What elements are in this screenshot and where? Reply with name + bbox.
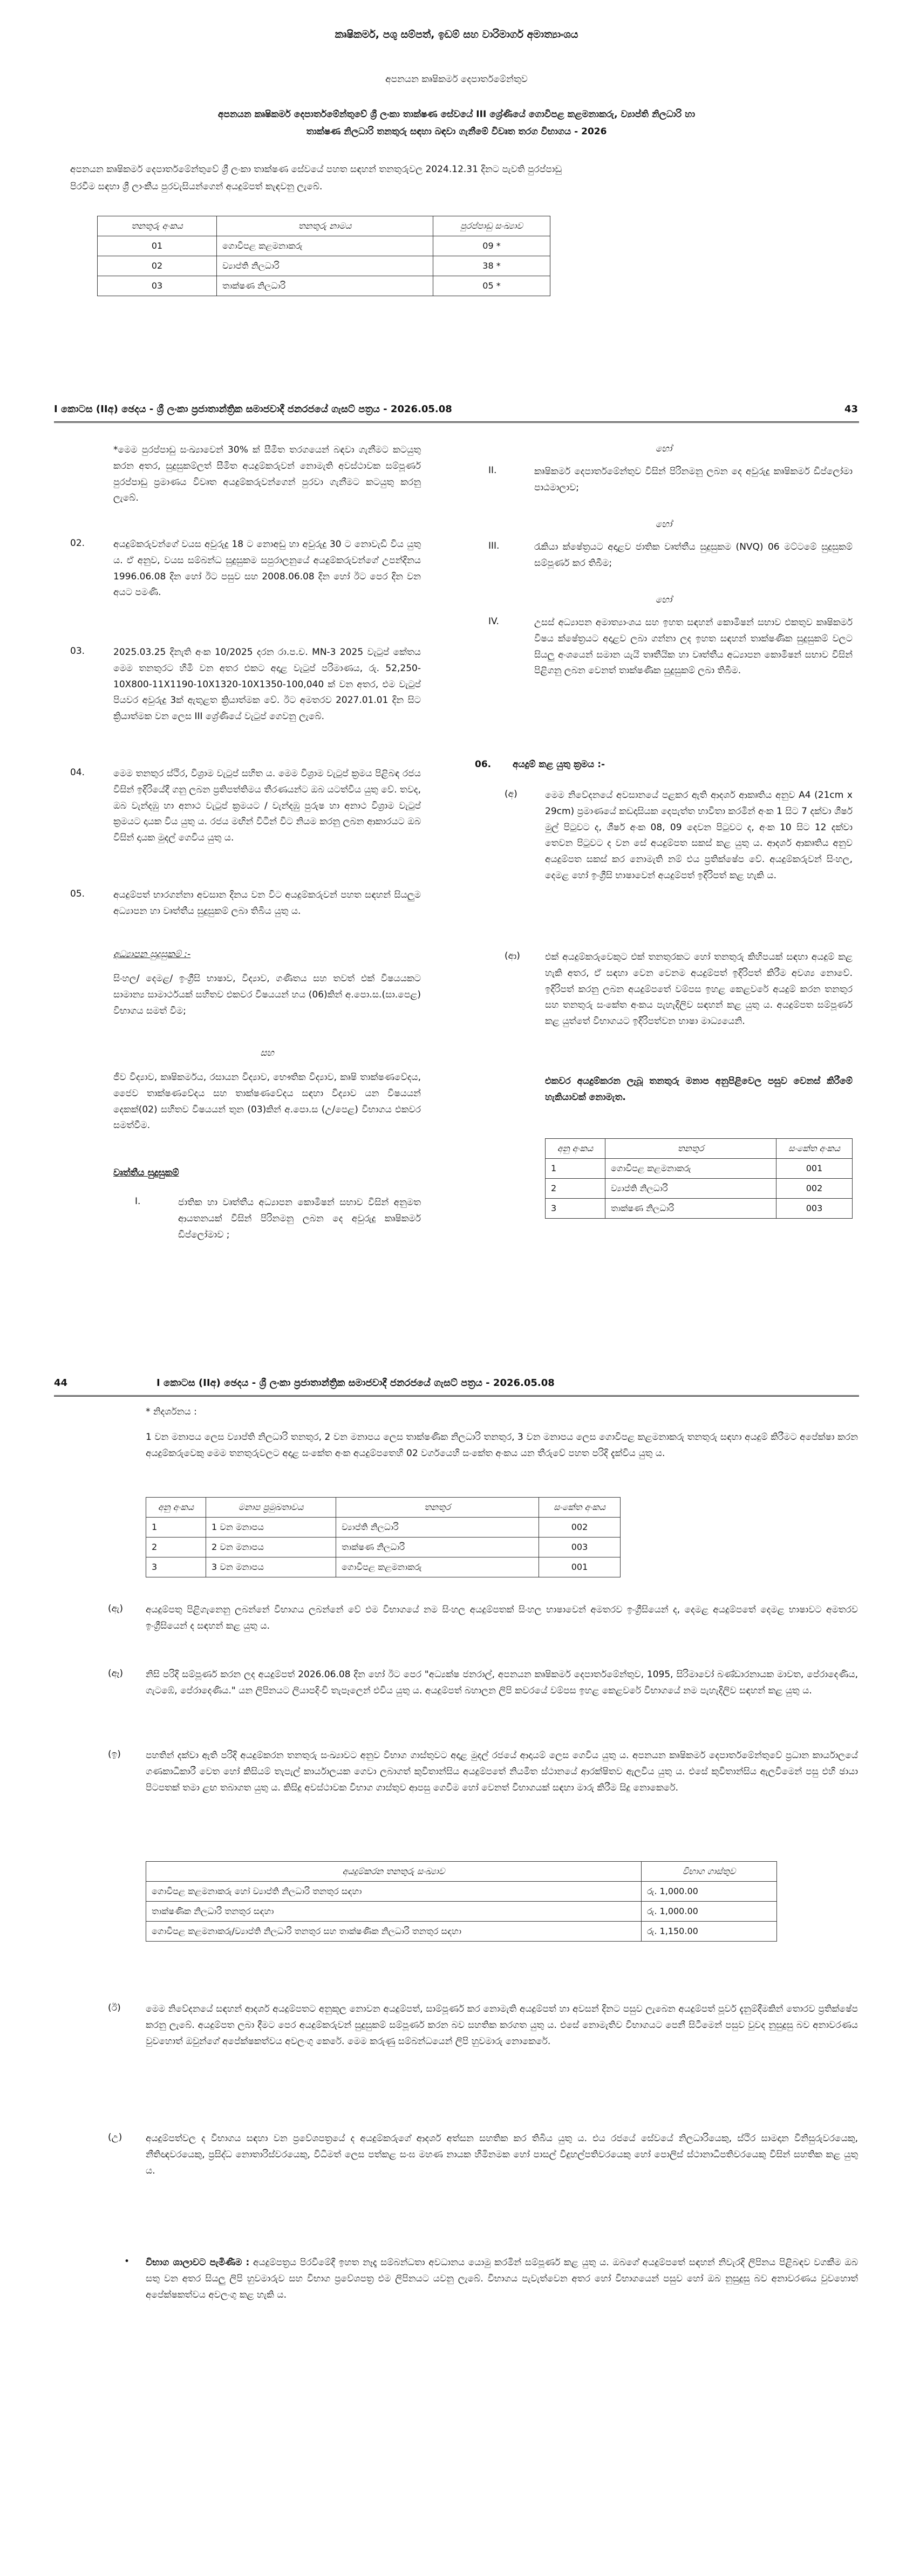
para-04-number: 04. bbox=[70, 767, 85, 778]
para-03-number: 03. bbox=[70, 646, 85, 657]
and-connector: සහ bbox=[260, 1048, 274, 1058]
item-u-text: අයදුම්පත්වල ද විභාගය සඳහා වන ප්‍රවේශපත්‍රයේ ද අයදුම්කරුගේ ආදර්ශ අත්සන සහතික කර තිබිය යුතු ය. එය රජයේ සේවයේ නිලධාරියෙකු, ස්ථිර සාමදාන විනිසුරුවරයෙකු, නීතිඥවරයෙකු, ප්‍රසිද්ධ නොතාරිස්වරයෙකු, විධිමත් ලෙස පත්කළ සංඝ මහණ නායක හිමිනමක හෝ පාසල් විදුහල්පතිවරයෙකු හෝ පොලිස් ස්ථානාධිපතිවරයෙකු විසින් සහතික කළ යුතු ය. bbox=[146, 2133, 858, 2176]
col-vacancies: පුරප්පාඩු සංඛ්‍යාව bbox=[433, 216, 550, 236]
cell: 09 * bbox=[433, 236, 550, 256]
cell: 001 bbox=[539, 1557, 621, 1577]
cell: 003 bbox=[539, 1538, 621, 1557]
edu-qualification-ol: සිංහල/ දෙමළ/ ඉංග්‍රීසි භාෂාව, විද්‍යාව, ගණිතය සහ තවත් එක් විෂයයකට සාමාන්‍ය සාමාර්ථයක් සහිතව එකවර විෂයයන් හය (06)කින් අ.පො.ස.(සා.පෙළ) විභාගය සමත් වීම; bbox=[113, 973, 421, 1016]
page3-header-rule bbox=[54, 1395, 859, 1397]
vacancy-table-header bbox=[98, 216, 550, 236]
cell: 003 bbox=[776, 1199, 853, 1219]
item-aa-bold-note: එකවර අයදුම්කරන ලැබූ තනතුරු මනාප අනුපිළිවෙල පසුව වෙනස් කිරීමේ හැකියාවක් නොමැත. bbox=[545, 1076, 853, 1103]
voc-iv-number: IV. bbox=[488, 616, 499, 627]
edu-qualification-al: ජීව විද්‍යාව, කෘෂිකර්මය, රසායන විද්‍යාව, භෞතික විද්‍යාව, කෘෂි තාක්ෂණවේදය, ජෛව තාක්ෂණවේදය සහ තාක්ෂණවේදය සඳහා විද්‍යාව යන විෂයයන් දෙකක්(02) සහිතව විෂයයන් තුන (03)කින් අ.පො.ස (උ/පෙළ) විභාගය එකවර සමත්වීම. bbox=[113, 1072, 421, 1131]
cell: ව්‍යාප්ති නිලධාරි bbox=[217, 256, 433, 276]
cell: 1 bbox=[546, 1159, 605, 1179]
item-a-text: මෙම නිවේදනයේ අවසානයේ පළකර ඇති ආදර්ශ ආකෘතිය අනුව A4 (21cm x 29cm) ප්‍රමාණයේ කඩදාසියක දෙපැත්ත භාවිතා කරමින් අංක 1 සිට 7 දක්වා ශීර්ෂ මුල් පිටුවට ද, ශීර්ෂ අංක 08, 09 දෙවන පිටුවට ද, අංක 10 සිට 12 දක්වා තෙවන පිටුවට ද වන සේ අයදුම්පත සකස් කළ යුතු ය. ආදර්ශ ආකෘතිය අනුව අයදුම්පත සකස් කර නොමැති නම් එය ප්‍රතික්ෂේප වේ. අයදුම්කරුවන් සිංහල, දෙමළ හෝ ඉංග්‍රීසි භාෂාවෙන් අයදුම්පත් ඉදිරිපත් කළ හැකි ය. bbox=[545, 790, 853, 881]
cell: 1 bbox=[146, 1518, 206, 1538]
cell: 03 bbox=[98, 276, 217, 296]
or-connector-2: හෝ bbox=[655, 519, 672, 530]
col-post-name: තනතුරු නාමය bbox=[217, 216, 433, 236]
cell: 3 bbox=[546, 1199, 605, 1219]
voc-iii-number: III. bbox=[488, 541, 500, 551]
table-row bbox=[146, 1557, 621, 1577]
cell: ව්‍යාප්ති නිලධාරි bbox=[605, 1179, 776, 1199]
item-a-number: (අ) bbox=[505, 789, 517, 800]
item-i-number: (ඇ) bbox=[108, 1603, 124, 1614]
para-03-salary: 2025.03.25 දිනැති අංක 10/2025 දරන රා.ප.ච. MN-3 2025 වැටුප් කේතය මෙම තනතුරට හිමි වන අතර එකට අදාළ වැටුප් පරිමාණය, රු. 52,250-10X800-11X1190-10X1320-10X1350-100,040 ක් වන අතර, එම වැටුප් පියවර අවුරුදු 3ක් ඇතුළත ක්‍රියාත්මක වේ. ඊට අමතරව 2027.01.01 දින සිට ක්‍රියාත්මක වන ලෙස III ශ්‍රේණියේ වැටුප් ගෙවනු ලැබේ. bbox=[113, 647, 421, 722]
cell: ගොවිපළ කළමනාකරු bbox=[336, 1557, 539, 1577]
cell: 001 bbox=[776, 1159, 853, 1179]
item-ae-text: නිසි පරිදි සම්පූර්ණ කරන ලද අයදුම්පත් 2026.06.08 දින හෝ ඊට පෙර "අධ්‍යක්ෂ ජනරාල්, අපනයන කෘෂිකර්ම දෙපාර්තමේන්තුව, 1095, සිරිමාවෝ බණ්ඩාරනායක මාවත, පේරාදෙණිය, ගැටඹේ, පේරාදෙණිය." යන ලිපිනයට ලියාපදිංචි තැපෑලෙන් එවිය යුතු ය. අයදුම්පත් බහාලන ලිපි කවරයේ වම්පස ඉහළ කෙළවරේ විභාගයේ නම පැහැදිලිව සඳහන් කළ යුතු ය. bbox=[146, 1669, 858, 1696]
voc-i-number: I. bbox=[135, 1196, 141, 1207]
page3-page-number: 44 bbox=[54, 1377, 68, 1389]
cell: ගොවිපළ කළමනාකරු bbox=[605, 1159, 776, 1179]
or-connector-3: හෝ bbox=[655, 595, 672, 605]
para-02-number: 02. bbox=[70, 538, 85, 549]
bullet-icon: • bbox=[124, 2256, 130, 2267]
gazette-page-2 bbox=[0, 386, 913, 1327]
item-e-text: පහතින් දක්වා ඇති පරිදි අයදුම්කරන තනතුරු සංඛ්‍යාවට අනුව විභාග ගාස්තුවට අදාළ මුදල් රජයේ ආදායම් ලෙස ගෙවිය යුතු ය. අපනයන කෘෂිකර්ම දෙපාර්තමේන්තුවේ ප්‍රධාන කාර්යාලයේ ගණකාධිකාරී වෙත හෝ කිසියම් තැපැල් කාර්යාලයක ගෙවා ලබාගත් කුවිතාන්සිය අයදුම්පතේ නියමිත ස්ථානයේ ආරක්ෂිතව ඇලවිය යුතු ය. එසේ කුවිතාන්සිය ඇලවීමෙන් පසු එහි ඡායා පිටපතක් තමා ළඟ තබාගත යුතු ය. කිසිදු අවස්ථාවක විභාග ගාස්තුව ආපසු ගෙවීම හෝ වෙනත් විභාගයක් සඳහා මාරු කිරීම සිදු නොකෙරේ. bbox=[146, 1750, 858, 1793]
preference-table-header bbox=[146, 1498, 621, 1518]
exam-fee-table bbox=[146, 1861, 777, 1942]
cell: 2 bbox=[546, 1179, 605, 1199]
department-title: අපනයන කෘෂිකර්ම දෙපාර්තමේන්තුව bbox=[385, 74, 528, 85]
table-row bbox=[146, 1882, 777, 1902]
cell: රු. 1,000.00 bbox=[642, 1882, 777, 1902]
intro-text-line1: අපනයන කෘෂිකර්ම දෙපාර්තමේන්තුවේ ශ්‍රී ලංකා තාක්ෂණ සේවයේ පහත සඳහන් තනතුරුවල 2024.12.31 දිනට පැවති පුරප්පාඩු bbox=[70, 164, 562, 175]
cell: 2 වන මනාපය bbox=[206, 1538, 336, 1557]
col-post: තනතුර bbox=[336, 1498, 539, 1518]
item-ee-number: (ඊ) bbox=[108, 2003, 121, 2013]
notice-title-line2: තාක්ෂණ නිලධාරි තනතුරු සඳහා බඳවා ගැනීමේ විවෘත තරග විභාගය - 2026 bbox=[306, 126, 607, 137]
intro-text-line2: පිරවීම සඳහා ශ්‍රී ලාංකීය පුරවැසියන්ගෙන් අයදුම්පත් කැඳවනු ලැබේ. bbox=[70, 181, 323, 192]
cell: 3 bbox=[146, 1557, 206, 1577]
item-u-number: (උ) bbox=[108, 2132, 122, 2143]
ministry-title: කෘෂිකර්ම, පශු සම්පත්, ඉඩම් සහ වාරිමාර්ග අමාත්‍යාංශය bbox=[335, 29, 578, 40]
para-05-qualifications: අයදුම්පත් භාරගන්නා අවසාන දිනය වන විට අයදුම්කරුවන් පහත සඳහන් සියලුම අධ්‍යාපන හා වෘත්තීය සුදුසුකම් ලබා තිබිය යුතු ය. bbox=[113, 890, 421, 917]
item-i-text: අයදුම්පතු පිළිගැනෙනු ලබන්නේ විභාගය ලබන්නේ වේ එම විභාගයේ නම සිංහල අයදුම්පතක් සිංහල භාෂාවෙන් අමතරව ඉංග්‍රීසියෙන් ද, දෙමළ අයදුම්පතේ දෙමළ භාෂාවට අමතරව ඉංග්‍රීසියෙන් ද සඳහන් කළ යුතු ය. bbox=[146, 1604, 858, 1631]
col-code: සංකේත අංකය bbox=[539, 1498, 621, 1518]
col-preference: මනාප ප්‍රමුඛතාවය bbox=[206, 1498, 336, 1518]
cell: 38 * bbox=[433, 256, 550, 276]
page2-page-number: 43 bbox=[844, 404, 858, 415]
cell: ව්‍යාප්ති නිලධාරි bbox=[336, 1518, 539, 1538]
example-text: 1 වන මනාපය ලෙස ව්‍යාප්ති නිලධාරි තනතුර, 2 වන මනාපය ලෙස තාක්ෂණික නිලධාරි තනතුර, 3 වන මනාපය ලෙස ගොවිපළ කළමනාකරු තනතුරු සඳහා අයදුම් කිරීමට අපේක්ෂා කරන අයදුම්කරුවෙකු මෙම තනතුරුවලට අදාළ සංකේත අංක අයදුම්පතෙහි 02 වර්ගයෙහි සංකේත අංකය යන තීරුවේ පහත පරිදි දැක්විය යුතු ය. bbox=[146, 1432, 858, 1459]
table-row bbox=[146, 1922, 777, 1942]
cell: 3 වන මනාපය bbox=[206, 1557, 336, 1577]
table-row bbox=[98, 276, 550, 296]
voc-ii-text: කෘෂිකර්ම දෙපාර්තමේන්තුව විසින් පිරිනමනු ලබන දෙ අවුරුදු කෘෂිකර්ම ඩිප්ලෝමා පාඨමාලාව; bbox=[534, 466, 853, 493]
cell: තාක්ෂණ නිලධාරි bbox=[605, 1199, 776, 1219]
voc-iii-text: රැකියා ක්ෂේත්‍රයට අදාළව ජාතික වෘත්තීය සුදුසුකම (NVQ) 06 මට්ටමේ සුදුසුකම් සම්පූර්ණ කර තිබීම; bbox=[534, 542, 853, 569]
gazette-page-1 bbox=[0, 0, 913, 378]
col-post: තනතුර bbox=[605, 1139, 776, 1159]
vacancy-star-note: *මෙම පුරප්පාඩු සංඛ්‍යාවෙන් 30% ක් සීමිත තරගයෙන් බඳවා ගැනීමට කටයුතු කරන අතර, සුදුසුකම්ලත් සීමිත අයදුම්කරුවන් නොමැති අවස්ථාවක සම්පූර්ණ පුරප්පාඩු ප්‍රමාණය විවෘත අයදුම්කරුවන්ගෙන් පුරවා ගැනීමට කටයුතු කරනු ලැබේ. bbox=[113, 445, 421, 504]
para-05-number: 05. bbox=[70, 889, 85, 899]
cell: 02 bbox=[98, 256, 217, 276]
bullet-text: අයදුම්පත්‍රය පිරවීමේදී ඉහත නෑදෑ සම්බන්ධතා අවධානය යොමු කරමින් සම්පූර්ණ කළ යුතු ය. ඔබගේ අයදුම්පතේ සඳහන් නිවැරදි ලිපිනය පිළිබඳව වගකීම ඔබ සතු වන අතර සියලු ලිපි හුවමාරුව සහ විභාග ප්‍රවේශපත්‍ර එම ලිපිනයට යවනු ලැබේ. විභාගය පැවැත්වෙන අතර හෝ විභාගයෙන් පසුව හෝ ඔබ නුසුදුසු බව අනාවරණය වුවහොත් අපේක්ෂකත්වය අවලංගු කළ හැකි ය. bbox=[146, 2257, 859, 2300]
cell: ගොවිපළ කළමනාකරු හෝ ව්‍යාප්ති නිලධාරි තනතුර සඳහා bbox=[146, 1882, 642, 1902]
or-connector-1: හෝ bbox=[655, 443, 672, 454]
table-row bbox=[98, 256, 550, 276]
voc-ii-number: II. bbox=[488, 465, 497, 476]
cell: 002 bbox=[776, 1179, 853, 1199]
col-code: සංකේත අංකය bbox=[776, 1139, 853, 1159]
item-ee-text: මෙම නිවේදනයේ සඳහන් ආදර්ශ අයදුම්පතට අනුකූල නොවන අයදුම්පත්, සාම්පූර්ණ කර නොමැති අයදුම්පත් හා අවසන් දිනට පසුව ලැබෙන අයදුම්පත් පූර්ව දැනුම්දීමකින් තොරව ප්‍රතික්ෂේප කරනු ලැබේ. අයදුම්පත ලබා දීමට පෙර අයදුම්කරුවන් සුදුසුකම් සම්පූර්ණ කරන බව සහතික කරගත යුතු ය. එසේ නොමැතිව විභාගයට පෙනී සිටීමෙන් පසුව වුවද නුසුදුසු බව අනාවරණය වුවහොත් ඔවුන්ගේ අපේක්ෂකත්වය අවලංගු කෙරේ. මෙම කරුණු සම්බන්ධයෙන් ලිපි හුවමාරු නොකෙරේ. bbox=[146, 2004, 858, 2047]
para-02-age: අයදුම්කරුවන්ගේ වයස අවුරුදු 18 ට නොඅඩු හා අවුරුදු 30 ට නොවැඩි විය යුතු ය. ඒ අනුව, වයස සම්බන්ධ සුදුසුකම සපුරාලනුයේ අයදුම්කරුවන්ගේ උපන්දිනය 1996.06.08 දින හෝ ඊට පසුව සහ 2008.06.08 දින හෝ ඊට පෙර දින වන අයට පමණි. bbox=[113, 539, 421, 598]
voc-iv-text: උසස් අධ්‍යාපන අමාත්‍යාංශය සහ ඉහත සඳහන් කොමිෂන් සභාව එකතුව කෘෂිකර්ම විෂය ක්ෂේත්‍රයට අදාළව ලබා ගන්නා ලද ඉහත සඳහන් තාක්ෂණික සුදුසුකම් වලට සියලු අංශයෙන් සමාන යැයි තෘතීයික හා වෘත්තීය අධ්‍යාපන කොමිෂන් සභාව විසින් පිළිගනු ලබන වෙනත් තාක්ෂණික සුදුසුකම් ලබා තිබීම. bbox=[534, 617, 853, 677]
post-code-table-header bbox=[546, 1139, 853, 1159]
para-06-number: 06. bbox=[475, 759, 492, 770]
para-06-heading: අයදුම් කළ යුතු ක්‍රමය :- bbox=[513, 759, 605, 770]
table-row bbox=[146, 1538, 621, 1557]
cell: ගොවිපළ කළමනාකරු bbox=[217, 236, 433, 256]
table-row bbox=[146, 1902, 777, 1922]
table-row bbox=[546, 1199, 853, 1219]
cell: 05 * bbox=[433, 276, 550, 296]
cell: 1 වන මනාපය bbox=[206, 1518, 336, 1538]
vocational-qualifications-heading: වෘත්තීය සුදුසුකම් bbox=[113, 1167, 179, 1178]
preference-example-table bbox=[146, 1497, 621, 1577]
table-row bbox=[546, 1159, 853, 1179]
cell: 01 bbox=[98, 236, 217, 256]
voc-i-text: ජාතික හා වෘත්තීය අධ්‍යාපන කොමිෂන් සභාව විසින් අනුමත ආයතනයක් විසින් පිරිනමනු ලබන දෙ අවුරුදු කෘෂිකර්ම ඩිප්ලෝමාව ; bbox=[178, 1197, 421, 1240]
page2-header-rule bbox=[54, 421, 859, 423]
page2-running-header: I කොටස (IIඅ) ඡෙදය - ශ්‍රී ලංකා ප්‍රජාතාන්ත්‍රික සමාජවාදී ජනරජයේ ගැසට් පත්‍රය - 2026.05.08 bbox=[54, 404, 452, 415]
col-posts-applied: අයදුම්කරන තනතුරු සංඛ්‍යාව bbox=[146, 1862, 642, 1882]
cell: ගොවිපළ කළමනාකරු/ව්‍යාප්ති නිලධාරි තනතුර සහ තාක්ෂණික නිලධාරි තනතුර සඳහා bbox=[146, 1922, 642, 1942]
bullet-paragraph bbox=[146, 2255, 858, 2303]
cell: රු. 1,000.00 bbox=[642, 1902, 777, 1922]
vacancy-table bbox=[97, 216, 550, 296]
cell: තාක්ෂණ නිලධාරි bbox=[336, 1538, 539, 1557]
cell: 2 bbox=[146, 1538, 206, 1557]
cell: තාක්ෂණ නිලධාරි bbox=[217, 276, 433, 296]
bullet-bold-lead: විභාග ශාලාවට පැමිණීම : bbox=[146, 2257, 250, 2268]
col-exam-fee: විභාග ගාස්තුව bbox=[642, 1862, 777, 1882]
col-post-number: තනතුරු අංකය bbox=[98, 216, 217, 236]
post-code-table bbox=[545, 1138, 853, 1219]
cell: 002 bbox=[539, 1518, 621, 1538]
edu-qualifications-heading: අධ්‍යාපන සුදුසුකම් :- bbox=[113, 949, 191, 960]
notice-title-line1: අපනයන කෘෂිකර්ම දෙපාර්තමේන්තුවේ ශ්‍රී ලංකා තාක්ෂණ සේවයේ III ශ්‍රේණියේ ගොවිපළ කළමනාකරු, ව්‍යාප්ති නිලධාරි හා bbox=[217, 109, 696, 120]
item-aa-text: එක් අයදුම්කරුවෙකුට එක් තනතුරකට හෝ තනතුරු කිහිපයක් සඳහා අයදුම් කළ හැකි අතර, ඒ සඳහා වෙන වෙනම අයදුම්පත් ඉදිරිපත් කිරීම අවශ්‍ය නොවේ. ඉදිරිපත් කරනු ලබන අයදුම්පතේ වම්පස ඉහළ කෙළවරේ අයදුම් කරන තනතුර සහ තනතුරු සංකේත අංකය පැහැදිලිව සඳහන් කළ යුතු ය. අයදුම්පත සම්පූර්ණ කළ යුත්තේ විභාගයට ඉදිරිපත්වන භාෂා මාධ්‍යයෙනි. bbox=[545, 952, 853, 1027]
item-ae-number: (ඈ) bbox=[108, 1668, 124, 1679]
gazette-page-3 bbox=[0, 1359, 913, 2576]
table-row bbox=[98, 236, 550, 256]
cell: තාක්ෂණික නිලධාරි තනතුර සඳහා bbox=[146, 1902, 642, 1922]
cell: රු. 1,150.00 bbox=[642, 1922, 777, 1942]
col-serial: අනු අංකය bbox=[146, 1498, 206, 1518]
page3-running-header: I කොටස (IIඅ) ඡෙදය - ශ්‍රී ලංකා ප්‍රජාතාන්ත්‍රික සමාජවාදී ජනරජයේ ගැසට් පත්‍රය - 2026.05.08 bbox=[156, 1377, 555, 1389]
table-row bbox=[546, 1179, 853, 1199]
item-aa-number: (ආ) bbox=[505, 951, 520, 961]
fee-table-header bbox=[146, 1862, 777, 1882]
col-serial: අනු අංකය bbox=[546, 1139, 605, 1159]
item-e-number: (ඉ) bbox=[108, 1749, 121, 1760]
table-row bbox=[146, 1518, 621, 1538]
example-heading: * නිදර්ශනය : bbox=[146, 1406, 197, 1417]
para-04-pension: මෙම තනතුර ස්ථිර, විශ්‍රාම වැටුප් සහිත ය. මෙම විශ්‍රාම වැටුප් ක්‍රමය පිළිබඳ රජය විසින් ඉදිරියේදී ගනු ලබන ප්‍රතිපත්තිමය තීරණයන්ට ඔබ යටත්විය යුතු වේ. තවද, ඔබ වැන්දඹු හා අනාථ වැටුප් ක්‍රමයට / වැන්දඹු පුරුෂ හා අනාථ විශ්‍රාම වැටුප් ක්‍රමයට දායක විය යුතු ය. රජය මඟින් විටින් විට නියම කරනු ලබන ආකාරයට ඔබ විසින් දායක මුදල් ගෙවිය යුතු ය. bbox=[113, 768, 421, 843]
